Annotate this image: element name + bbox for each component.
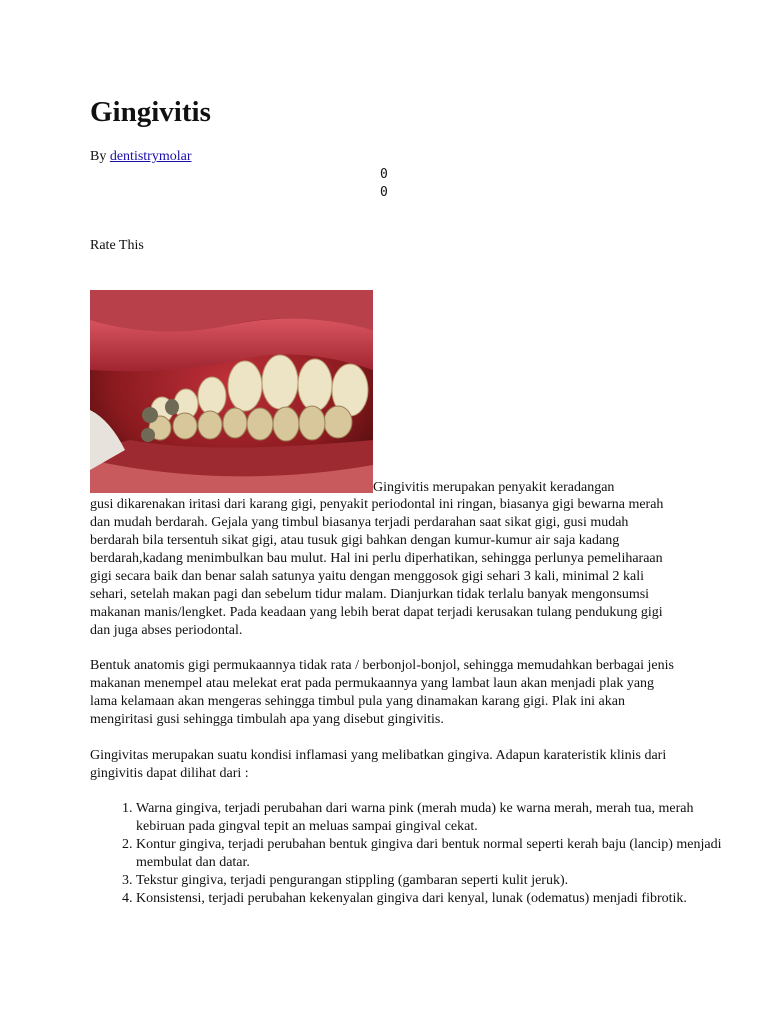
list-item: 2. Kontur gingiva, terjadi perubahan bentuk gingiva dari bentuk normal seperti kerah baju (lancip) menjadi membulat dan datar.: [136, 836, 726, 872]
rate-this-label[interactable]: Rate This: [90, 238, 144, 253]
article-title: Gingivitis: [90, 96, 211, 128]
paragraph-1-first-line: Gingivitis merupakan penyakit keradangan: [373, 480, 615, 495]
byline-prefix: By: [90, 149, 107, 164]
dislike-count[interactable]: 0: [380, 185, 388, 200]
list-item: 4. Konsistensi, terjadi perubahan kekenyalan gingiva dari kenyal, lunak (odematus) menjadi fibrotik.: [136, 890, 726, 908]
byline: [90, 148, 192, 166]
paragraph-3: Gingivitas merupakan suatu kondisi inflamasi yang melibatkan gingiva. Adapun karateristik klinis dari gingivitis dapat dilihat dari :: [90, 748, 667, 781]
paragraph-1: gusi dikarenakan iritasi dari karang gigi, penyakit periodontal ini ringan, biasanya gigi bewarna merah dan mudah berdarah. Gejala yang timbul biasanya terjadi perdarahan saat sikat gigi, gusi mudah berdarah bila tersentuh sikat gigi, atau tusuk gigi bahkan dengan kumur-kumur air saja kadang berdarah,kadang menimbulkan bau mulut. Hal ini perlu diperhatikan, sehingga perlunya pemeliharaan gigi secara baik dan benar salah satunya yaitu dengan menggosok gigi sehari 3 kali, minimal 2 kali sehari, setelah makan pagi dan sebelum tidur malam. Dianjurkan tidak terlalu banyak mengonsumsi makanan manis/lengket. Pada keadaan yang lebih berat dapat terjadi kerusakan tulang pendukung gigi dan juga abses periodontal.: [90, 497, 664, 638]
author-link[interactable]: dentistrymolar: [109, 149, 192, 164]
like-count[interactable]: 0: [380, 167, 388, 182]
characteristics-list: [90, 800, 726, 908]
paragraph-2: Bentuk anatomis gigi permukaannya tidak rata / berbonjol-bonjol, sehingga memudahkan berbagai jenis makanan menempel atau melekat erat pada permukaannya yang lambat laun akan menjadi plak yang lama kelamaan akan mengeras sehingga timbul pula yang dinamakan karang gigi. Plak ini akan mengiritasi gusi sehingga timbulah apa yang disebut gingivitis.: [90, 658, 674, 727]
list-item: 1. Warna gingiva, terjadi perubahan dari warna pink (merah muda) ke warna merah, merah tua, merah kebiruan pada gingval tepit an meluas sampai gingival cekat.: [136, 800, 726, 836]
teeth-photo: [90, 290, 373, 493]
list-item: 3. Tekstur gingiva, terjadi pengurangan stippling (gambaran seperti kulit jeruk).: [136, 872, 726, 890]
